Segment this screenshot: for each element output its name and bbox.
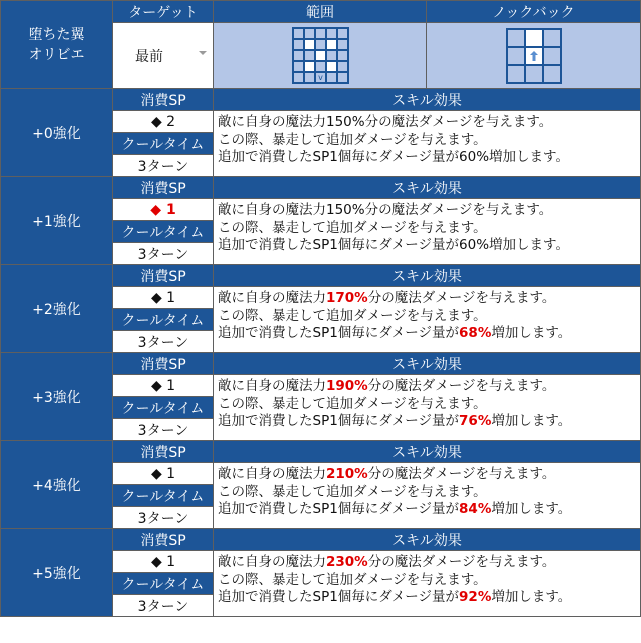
bonus-damage-percent: 76% bbox=[459, 413, 492, 429]
level-name: +4強化 bbox=[1, 441, 113, 529]
skill-description bbox=[214, 551, 641, 617]
desc-line-1-post: 分の魔法ダメージを与えます。 bbox=[364, 114, 553, 130]
target-select[interactable] bbox=[113, 23, 214, 89]
skill-description bbox=[214, 111, 641, 177]
desc-line-3-pre: 追加で消費したSP1個毎にダメージ量が bbox=[218, 589, 460, 605]
cooldown-label: クールタイム bbox=[113, 133, 214, 155]
grid-cell bbox=[294, 51, 303, 60]
desc-line-1-post: 分の魔法ダメージを与えます。 bbox=[364, 202, 553, 218]
unit-name-cell bbox=[1, 1, 113, 89]
desc-line-2: この際、暴走して追加ダメージを与えます。 bbox=[218, 395, 487, 412]
sp-label: 消費SP bbox=[113, 441, 214, 463]
bonus-damage-percent: 60% bbox=[459, 237, 490, 253]
grid-cell-active bbox=[327, 62, 336, 71]
knockback-grid-cell bbox=[427, 23, 641, 89]
level-row bbox=[1, 529, 641, 551]
sp-cost-value: ◆ 1 bbox=[113, 287, 214, 309]
grid-cell-active bbox=[316, 51, 325, 60]
desc-line-1-pre: 敵に自身の魔法力 bbox=[218, 554, 326, 570]
level-name: +1強化 bbox=[1, 177, 113, 265]
level-row bbox=[1, 353, 641, 375]
desc-line-3 bbox=[218, 589, 640, 607]
grid-cell bbox=[294, 73, 303, 82]
cooldown-value: 3ターン bbox=[113, 507, 214, 529]
grid-cell bbox=[316, 29, 325, 38]
desc-line-3-pre: 追加で消費したSP1個毎にダメージ量が bbox=[218, 237, 460, 253]
grid-cell-active bbox=[305, 40, 314, 49]
desc-line-1-post: 分の魔法ダメージを与えます。 bbox=[367, 290, 556, 306]
grid-cell bbox=[327, 29, 336, 38]
range-grid-cell bbox=[214, 23, 427, 89]
desc-line-3-post: 増加します。 bbox=[491, 501, 572, 517]
effect-label: スキル効果 bbox=[214, 529, 641, 551]
sp-cost-value: ◆ 1 bbox=[113, 551, 214, 573]
desc-line-1 bbox=[218, 466, 640, 484]
grid-cell-active bbox=[327, 40, 336, 49]
grid-cell bbox=[305, 73, 314, 82]
unit-name-line2: オリビエ bbox=[28, 46, 85, 63]
bonus-damage-percent: 60% bbox=[459, 149, 490, 165]
unit-position-marker: v bbox=[317, 73, 323, 82]
sp-label: 消費SP bbox=[113, 529, 214, 551]
effect-label: スキル効果 bbox=[214, 265, 641, 287]
grid-cell bbox=[316, 62, 325, 71]
desc-line-2: この際、暴走して追加ダメージを与えます。 bbox=[218, 571, 487, 588]
desc-line-3 bbox=[218, 237, 640, 255]
skill-description bbox=[214, 287, 641, 353]
grid-cell bbox=[338, 29, 347, 38]
grid-cell bbox=[338, 73, 347, 82]
desc-line-1 bbox=[218, 554, 640, 572]
effect-label: スキル効果 bbox=[214, 177, 641, 199]
level-row bbox=[1, 89, 641, 111]
effect-label: スキル効果 bbox=[214, 89, 641, 111]
desc-line-1 bbox=[218, 290, 640, 308]
cooldown-label: クールタイム bbox=[113, 397, 214, 419]
magic-power-percent: 190% bbox=[326, 378, 368, 394]
desc-line-1 bbox=[218, 114, 640, 132]
cooldown-value: 3ターン bbox=[113, 331, 214, 353]
cooldown-label: クールタイム bbox=[113, 309, 214, 331]
target-header: ターゲット bbox=[113, 1, 214, 23]
grid-cell bbox=[327, 73, 336, 82]
grid-cell bbox=[316, 40, 325, 49]
desc-line-3-post: 増加します。 bbox=[491, 589, 572, 605]
grid-cell bbox=[508, 66, 524, 82]
effect-label: スキル効果 bbox=[214, 441, 641, 463]
sp-label: 消費SP bbox=[113, 265, 214, 287]
desc-line-3-post: 増加します。 bbox=[489, 149, 569, 165]
grid-cell bbox=[294, 62, 303, 71]
magic-power-percent: 170% bbox=[326, 290, 368, 306]
desc-line-1-pre: 敵に自身の魔法力 bbox=[218, 466, 326, 482]
desc-line-1-post: 分の魔法ダメージを与えます。 bbox=[367, 466, 556, 482]
magic-power-percent: 150% bbox=[326, 114, 365, 130]
bonus-damage-percent: 92% bbox=[459, 589, 492, 605]
desc-line-3-post: 増加します。 bbox=[491, 325, 572, 341]
cooldown-label: クールタイム bbox=[113, 485, 214, 507]
grid-cell bbox=[305, 51, 314, 60]
level-row bbox=[1, 441, 641, 463]
cooldown-label: クールタイム bbox=[113, 221, 214, 243]
desc-line-3 bbox=[218, 325, 640, 343]
sp-cost-value: ◆ 2 bbox=[113, 111, 214, 133]
grid-cell bbox=[544, 66, 560, 82]
effect-label: スキル効果 bbox=[214, 353, 641, 375]
grid-cell bbox=[338, 51, 347, 60]
desc-line-3 bbox=[218, 501, 640, 519]
level-name: +5強化 bbox=[1, 529, 113, 617]
desc-line-3-post: 増加します。 bbox=[491, 413, 572, 429]
grid-cell bbox=[508, 48, 524, 64]
grid-cell-active bbox=[526, 30, 542, 46]
grid-cell bbox=[338, 40, 347, 49]
grid-cell bbox=[294, 29, 303, 38]
cooldown-value: 3ターン bbox=[113, 243, 214, 265]
cooldown-value: 3ターン bbox=[113, 595, 214, 617]
skill-description bbox=[214, 463, 641, 529]
desc-line-3-pre: 追加で消費したSP1個毎にダメージ量が bbox=[218, 413, 460, 429]
grid-cell bbox=[508, 30, 524, 46]
grid-cell bbox=[544, 30, 560, 46]
desc-line-2: この際、暴走して追加ダメージを与えます。 bbox=[218, 219, 487, 236]
bonus-damage-percent: 84% bbox=[459, 501, 492, 517]
range-header: 範囲 bbox=[214, 1, 427, 23]
desc-line-3 bbox=[218, 413, 640, 431]
cooldown-value: 3ターン bbox=[113, 419, 214, 441]
desc-line-3 bbox=[218, 149, 640, 167]
grid-cell bbox=[544, 48, 560, 64]
grid-cell bbox=[294, 40, 303, 49]
unit-name-line1: 堕ちた翼 bbox=[28, 26, 85, 43]
cooldown-label: クールタイム bbox=[113, 573, 214, 595]
range-grid-icon bbox=[292, 27, 349, 84]
magic-power-percent: 150% bbox=[326, 202, 365, 218]
bonus-damage-percent: 68% bbox=[459, 325, 492, 341]
cooldown-value: 3ターン bbox=[113, 155, 214, 177]
desc-line-3-post: 増加します。 bbox=[489, 237, 569, 253]
knockback-header: ノックバック bbox=[427, 1, 641, 23]
level-row bbox=[1, 265, 641, 287]
desc-line-1-pre: 敵に自身の魔法力 bbox=[218, 378, 326, 394]
sp-cost-value: ◆ 1 bbox=[113, 375, 214, 397]
level-name: +3強化 bbox=[1, 353, 113, 441]
level-row bbox=[1, 177, 641, 199]
chevron-down-icon[interactable] bbox=[199, 51, 207, 55]
sp-label: 消費SP bbox=[113, 177, 214, 199]
level-name: +2強化 bbox=[1, 265, 113, 353]
sp-label: 消費SP bbox=[113, 89, 214, 111]
sp-cost-value: ◆ 1 bbox=[113, 463, 214, 485]
desc-line-1-pre: 敵に自身の魔法力 bbox=[218, 114, 326, 130]
skill-description bbox=[214, 375, 641, 441]
sp-label: 消費SP bbox=[113, 353, 214, 375]
sp-cost-value: ◆ 1 bbox=[113, 199, 214, 221]
desc-line-3-pre: 追加で消費したSP1個毎にダメージ量が bbox=[218, 325, 460, 341]
desc-line-3-pre: 追加で消費したSP1個毎にダメージ量が bbox=[218, 501, 460, 517]
desc-line-1-post: 分の魔法ダメージを与えます。 bbox=[367, 554, 556, 570]
level-name: +0強化 bbox=[1, 89, 113, 177]
desc-line-1 bbox=[218, 202, 640, 220]
desc-line-2: この際、暴走して追加ダメージを与えます。 bbox=[218, 307, 487, 324]
desc-line-2: この際、暴走して追加ダメージを与えます。 bbox=[218, 483, 487, 500]
magic-power-percent: 230% bbox=[326, 554, 368, 570]
grid-cell-active bbox=[305, 62, 314, 71]
skill-description bbox=[214, 199, 641, 265]
grid-cell bbox=[338, 62, 347, 71]
desc-line-1 bbox=[218, 378, 640, 396]
desc-line-3-pre: 追加で消費したSP1個毎にダメージ量が bbox=[218, 149, 460, 165]
desc-line-2: この際、暴走して追加ダメージを与えます。 bbox=[218, 131, 487, 148]
grid-cell bbox=[305, 29, 314, 38]
desc-line-1-pre: 敵に自身の魔法力 bbox=[218, 290, 326, 306]
knockback-grid-icon bbox=[506, 28, 562, 84]
target-select-value: 最前 bbox=[135, 48, 163, 65]
magic-power-percent: 210% bbox=[326, 466, 368, 482]
grid-cell bbox=[526, 66, 542, 82]
grid-cell bbox=[327, 51, 336, 60]
desc-line-1-post: 分の魔法ダメージを与えます。 bbox=[367, 378, 556, 394]
desc-line-1-pre: 敵に自身の魔法力 bbox=[218, 202, 326, 218]
